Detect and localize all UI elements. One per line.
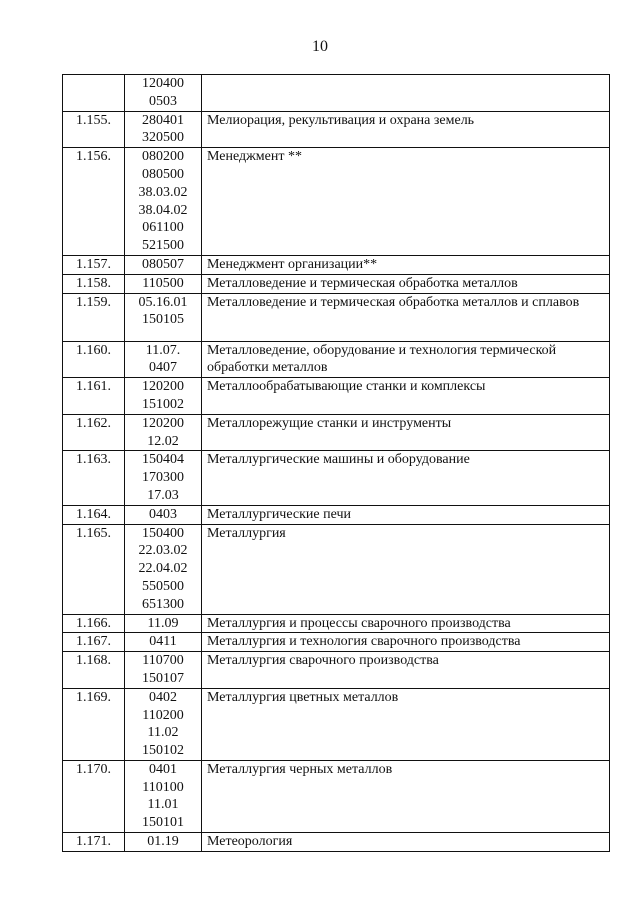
specialty-name-cell (202, 652, 610, 689)
specialty-name: Металлургия и технология сварочного производства (207, 634, 521, 650)
specialty-code-cell (125, 274, 202, 293)
specialty-name-cell (202, 274, 610, 293)
specialty-name-cell (202, 341, 610, 378)
specialty-code: 0411 (149, 634, 177, 650)
specialty-name-cell (202, 833, 610, 852)
specialty-code: 080200 (142, 149, 184, 165)
specialty-name-cell (202, 614, 610, 633)
row-number: 1.155. (76, 112, 111, 128)
specialty-name: Металлургия цветных металлов (207, 689, 399, 705)
row-number-cell (63, 414, 125, 451)
specialty-code: 110700 (142, 653, 184, 669)
specialty-code: 0407 (149, 360, 177, 376)
specialty-code-cell (125, 524, 202, 614)
table-row (63, 688, 610, 760)
specialty-code: 0503 (149, 93, 177, 109)
specialty-code: 05.16.01 (138, 294, 188, 310)
specialty-code: 151002 (142, 396, 184, 412)
specialty-code: 11.02 (147, 725, 179, 741)
specialty-name-cell (202, 505, 610, 524)
table-row (63, 451, 610, 505)
specialty-code: 521500 (142, 238, 184, 254)
row-number-cell (63, 451, 125, 505)
specialty-code: 22.04.02 (138, 561, 188, 577)
specialty-code-cell (125, 341, 202, 378)
row-number: 1.164. (76, 506, 111, 522)
specialty-code: 38.04.02 (138, 202, 188, 218)
specialty-code-cell (125, 75, 202, 112)
specialty-code: 11.09 (147, 615, 179, 631)
specialty-code: 080500 (142, 166, 184, 182)
specialty-name-cell (202, 378, 610, 415)
row-number-cell (63, 505, 125, 524)
specialty-code: 0402 (149, 689, 177, 705)
specialty-code: 0403 (149, 506, 177, 522)
row-number: 1.170. (76, 761, 111, 777)
specialty-code: 280401 (142, 112, 184, 128)
specialty-code: 651300 (142, 596, 184, 612)
table-row (63, 614, 610, 633)
specialty-code: 080507 (142, 256, 184, 272)
specialty-code-cell (125, 148, 202, 256)
row-number-cell (63, 652, 125, 689)
specialty-name-cell (202, 255, 610, 274)
specialty-code-cell (125, 614, 202, 633)
specialty-code-cell (125, 833, 202, 852)
row-number-cell (63, 614, 125, 633)
specialty-code: 150101 (142, 815, 184, 831)
table-row (63, 414, 610, 451)
specialty-code: 150102 (142, 743, 184, 759)
table-row (63, 293, 610, 341)
row-number-cell (63, 633, 125, 652)
table-row (63, 75, 610, 112)
row-number-cell (63, 293, 125, 341)
row-number-cell (63, 760, 125, 832)
table-row (63, 652, 610, 689)
specialty-name: Металлургия черных металлов (207, 761, 393, 777)
specialty-name: Металловедение и термическая обработка металлов и сплавов (207, 294, 580, 310)
table-row (63, 833, 610, 852)
specialty-code: 110500 (142, 275, 184, 291)
table-row (63, 760, 610, 832)
specialty-name-cell (202, 760, 610, 832)
specialty-code: 38.03.02 (138, 184, 188, 200)
table-row (63, 255, 610, 274)
table-row (63, 524, 610, 614)
table-row (63, 341, 610, 378)
specialty-name-cell (202, 111, 610, 148)
specialty-code-cell (125, 255, 202, 274)
specialty-name: Металлургия (207, 525, 286, 541)
row-number: 1.166. (76, 615, 111, 631)
specialty-code: 11.01 (147, 797, 179, 813)
specialty-code: 22.03.02 (138, 543, 188, 559)
specialty-code: 150404 (142, 452, 184, 468)
specialty-code: 110100 (142, 779, 184, 795)
specialty-code: 120200 (142, 415, 184, 431)
row-number: 1.163. (76, 452, 111, 468)
table-row (63, 505, 610, 524)
specialty-code-cell (125, 652, 202, 689)
row-number-cell (63, 148, 125, 256)
table-row (63, 378, 610, 415)
row-number: 1.159. (76, 294, 111, 310)
specialty-code-cell (125, 414, 202, 451)
row-number-cell (63, 378, 125, 415)
specialty-name-cell (202, 75, 610, 112)
specialty-name-cell (202, 148, 610, 256)
specialty-code: 120200 (142, 379, 184, 395)
specialty-code-cell (125, 293, 202, 341)
specialty-code: 01.19 (147, 834, 179, 850)
specialty-code-cell (125, 111, 202, 148)
specialty-name: Металловедение и термическая обработка металлов (207, 275, 518, 291)
specialty-name-cell (202, 524, 610, 614)
row-number: 1.158. (76, 275, 111, 291)
specialty-code-cell (125, 451, 202, 505)
row-number: 1.161. (76, 379, 111, 395)
specialty-name: Мелиорация, рекультивация и охрана земель (207, 112, 475, 128)
specialty-code: 061100 (142, 220, 184, 236)
table-row (63, 633, 610, 652)
row-number-cell (63, 833, 125, 852)
specialty-code-cell (125, 505, 202, 524)
table-row (63, 274, 610, 293)
row-number: 1.169. (76, 689, 111, 705)
specialty-name: Металлургические печи (207, 506, 352, 522)
specialty-name-cell (202, 414, 610, 451)
page-number: 10 (312, 38, 328, 55)
specialty-code: 320500 (142, 130, 184, 146)
specialty-table (62, 74, 610, 852)
table-body (63, 75, 610, 852)
specialty-name-cell (202, 633, 610, 652)
row-number-cell (63, 524, 125, 614)
row-number: 1.165. (76, 525, 111, 541)
specialty-name-cell (202, 293, 610, 341)
specialty-code: 120400 (142, 76, 184, 91)
specialty-name-cell (202, 688, 610, 760)
specialty-code: 150105 (142, 312, 184, 328)
specialty-name: Менеджмент ** (207, 149, 302, 165)
specialty-name: Металлорежущие станки и инструменты (207, 415, 452, 431)
specialty-code: 12.02 (147, 433, 179, 449)
specialty-code: 550500 (142, 578, 184, 594)
specialty-code: 150107 (142, 670, 184, 686)
row-number: 1.171. (76, 834, 111, 850)
specialty-code: 110200 (142, 707, 184, 723)
row-number-cell (63, 274, 125, 293)
row-number-cell (63, 341, 125, 378)
row-number: 1.167. (76, 634, 111, 650)
specialty-code-cell (125, 378, 202, 415)
row-number: 1.156. (76, 149, 111, 165)
specialty-code-cell (125, 633, 202, 652)
specialty-code-cell (125, 760, 202, 832)
row-number-cell (63, 111, 125, 148)
specialty-code: 0401 (149, 761, 177, 777)
specialty-name: Металлообрабатывающие станки и комплексы (207, 379, 486, 395)
specialty-name: Металлургия сварочного производства (207, 653, 439, 669)
specialty-name: Металлургические машины и оборудование (207, 452, 470, 468)
specialty-code: 170300 (142, 470, 184, 486)
specialty-code: 11.07. (145, 342, 181, 358)
row-number-cell (63, 75, 125, 112)
row-number-cell (63, 688, 125, 760)
row-number: 1.160. (76, 342, 111, 358)
table-row (63, 148, 610, 256)
specialty-code: 17.03 (147, 487, 179, 503)
specialty-name-cell (202, 451, 610, 505)
specialty-name: Металловедение, оборудование и технология термической обработки металлов (207, 342, 557, 376)
row-number-cell (63, 255, 125, 274)
table-row (63, 111, 610, 148)
row-number: 1.168. (76, 653, 111, 669)
specialty-code: 150400 (142, 525, 184, 541)
specialty-name: Метеорология (207, 834, 293, 850)
row-number: 1.157. (76, 256, 111, 272)
specialty-name: Металлургия и процессы сварочного производства (207, 615, 511, 631)
specialty-name: Менеджмент организации** (207, 256, 378, 272)
row-number: 1.162. (76, 415, 111, 431)
specialty-code-cell (125, 688, 202, 760)
